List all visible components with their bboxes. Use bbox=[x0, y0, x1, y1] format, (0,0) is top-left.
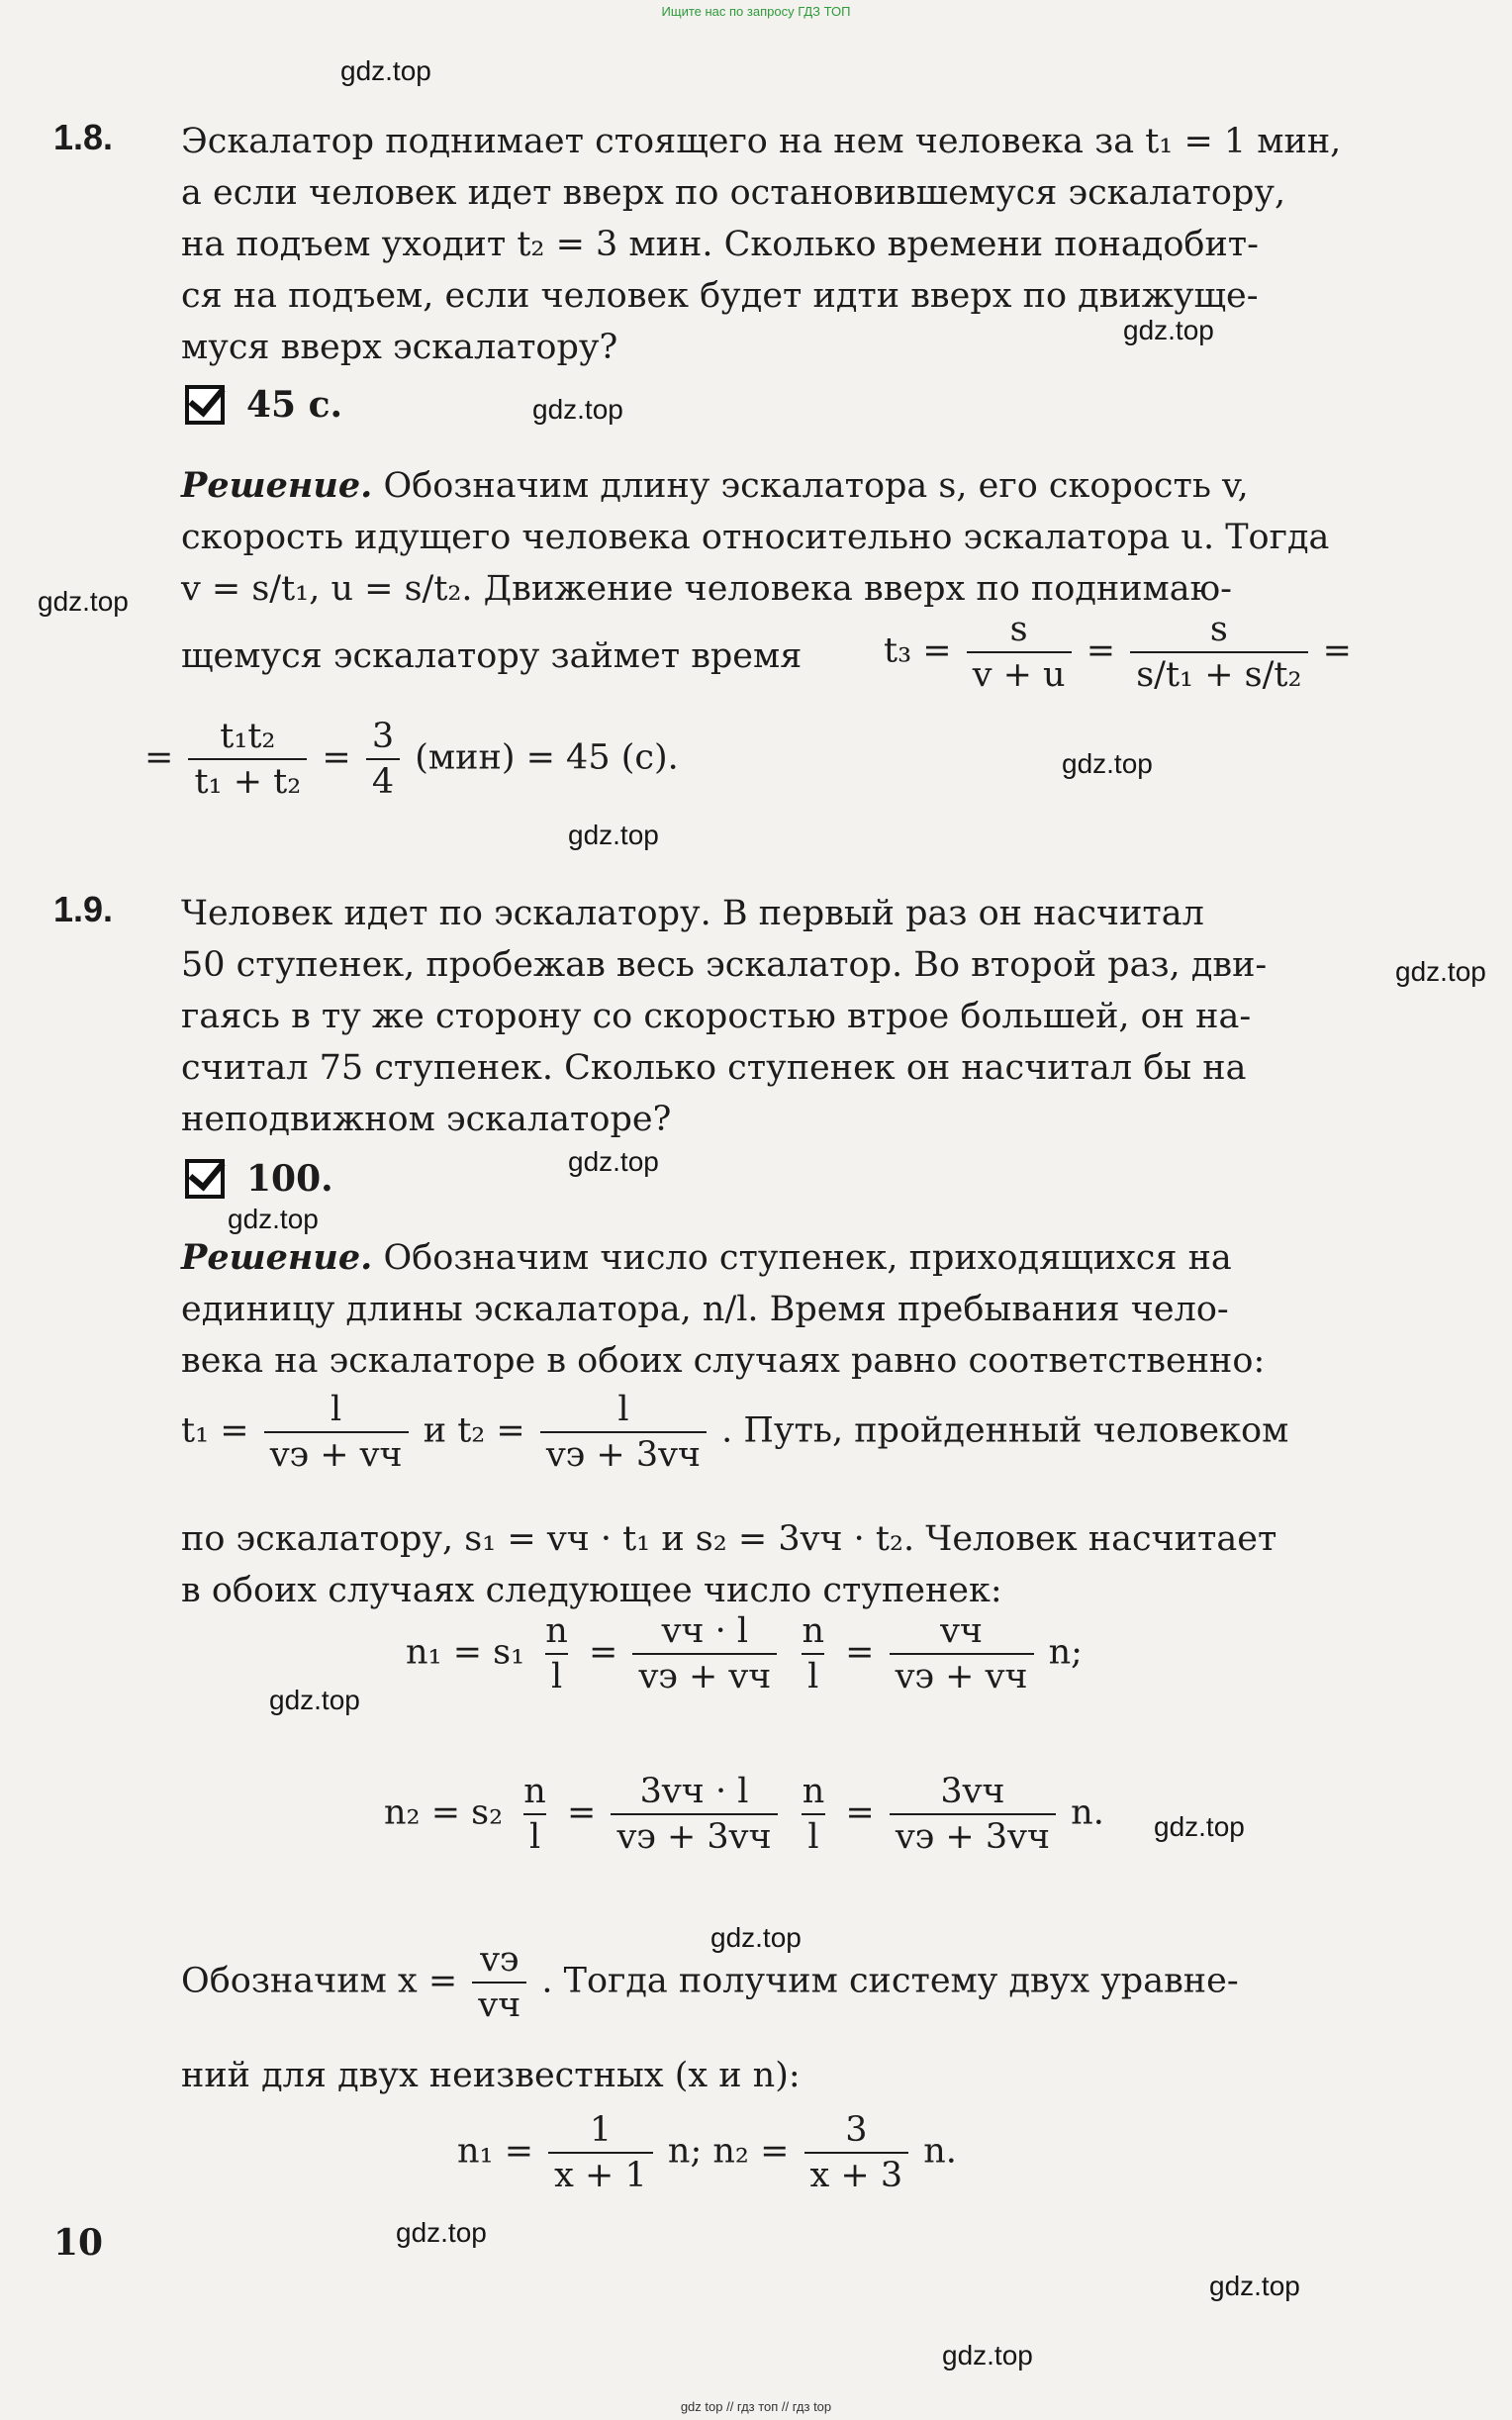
formula-term: n; bbox=[1048, 1632, 1083, 1673]
formula-term: n₁ = bbox=[457, 2131, 534, 2172]
fraction bbox=[611, 1770, 777, 1859]
denominator: vэ + 3vч bbox=[540, 1431, 707, 1477]
answer-value: 100. bbox=[246, 1158, 333, 1200]
numerator: s bbox=[1209, 610, 1228, 649]
denominator: s/t₁ + s/t₂ bbox=[1130, 651, 1307, 697]
page-number: 10 bbox=[53, 2222, 104, 2264]
checkbox-icon bbox=[185, 385, 225, 425]
numerator: l bbox=[331, 1390, 342, 1429]
statement-line: ся на подъем, если человек будет идти вверх по движуще- bbox=[181, 276, 1259, 316]
watermark: gdz.top bbox=[1395, 956, 1486, 987]
watermark: gdz.top bbox=[228, 1204, 319, 1234]
denominator: l bbox=[802, 1813, 824, 1859]
fraction bbox=[188, 715, 307, 804]
solution-line: щемуся эскалатору займет время bbox=[181, 636, 803, 676]
n1-formula bbox=[406, 1609, 1083, 1698]
formula-term: n₁ = s₁ bbox=[406, 1632, 525, 1673]
denominator: vэ + vч bbox=[890, 1653, 1034, 1698]
fraction bbox=[890, 1609, 1034, 1698]
solution-line: единицу длины эскалатора, n/l. Время пребывания чело- bbox=[181, 1290, 1229, 1329]
result-text: (мин) = 45 (с). bbox=[415, 737, 679, 778]
denominator: 4 bbox=[366, 758, 400, 804]
fraction bbox=[797, 1770, 831, 1859]
fraction bbox=[804, 2108, 909, 2197]
statement-line: муся вверх эскалатору? bbox=[181, 328, 618, 367]
fraction bbox=[472, 1938, 526, 2027]
solution-line: скорость идущего человека относительно эскалатора u. Тогда bbox=[181, 518, 1330, 557]
solution-line: ний для двух неизвестных (x и n): bbox=[181, 2056, 801, 2095]
solution-line: по эскалатору, s₁ = vч · t₁ и s₂ = 3vч · t₂. Человек насчитает bbox=[181, 1519, 1277, 1559]
formula-term: n; n₂ = bbox=[667, 2131, 790, 2172]
solution-line: в обоих случаях следующее число ступенек: bbox=[181, 1571, 1002, 1610]
formula-term: x = bbox=[397, 1961, 458, 2001]
denominator: vэ + vч bbox=[632, 1653, 777, 1698]
watermark: gdz.top bbox=[1062, 748, 1153, 779]
numerator: 3 bbox=[371, 717, 395, 756]
fraction bbox=[967, 608, 1072, 697]
statement-line: Человек идет по эскалатору. В первый раз он насчитал bbox=[181, 894, 1204, 933]
fraction bbox=[1130, 608, 1307, 697]
fraction bbox=[548, 2108, 653, 2197]
solution-line: Обозначим число ступенек, приходящихся на bbox=[383, 1238, 1232, 1278]
denominator: l bbox=[545, 1653, 568, 1698]
system-formula bbox=[457, 2108, 957, 2197]
solution-line: века на эскалаторе в обоих случаях равно соответственно: bbox=[181, 1341, 1266, 1381]
denominator: l bbox=[523, 1813, 546, 1859]
formula-text: . Тогда получим систему двух уравне- bbox=[541, 1961, 1239, 2001]
numerator: 3 bbox=[845, 2110, 868, 2150]
equals-sign: = bbox=[845, 1632, 875, 1673]
numerator: 1 bbox=[589, 2110, 613, 2150]
solution-label: Решение. bbox=[181, 1237, 373, 1278]
numerator: s bbox=[1009, 610, 1028, 649]
denominator: vэ + 3vч bbox=[611, 1813, 777, 1859]
numerator: n bbox=[523, 1772, 546, 1811]
watermark: gdz.top bbox=[532, 394, 623, 425]
equals-sign: = bbox=[144, 737, 174, 778]
solution-line: v = s/t₁, u = s/t₂. Движение человека вверх по поднимаю- bbox=[181, 569, 1232, 609]
equals-sign: = bbox=[1086, 630, 1116, 671]
checkbox-icon bbox=[185, 1159, 225, 1199]
denominator: vэ + vч bbox=[264, 1431, 409, 1477]
answer-value: 45 с. bbox=[246, 384, 343, 426]
numerator: l bbox=[617, 1390, 629, 1429]
answer-1-9 bbox=[185, 1158, 333, 1200]
watermark: gdz.top bbox=[269, 1685, 360, 1715]
fraction bbox=[366, 715, 400, 804]
watermark: gdz.top bbox=[1154, 1811, 1245, 1842]
equals-sign: = bbox=[588, 1632, 618, 1673]
formula-term: t₃ = bbox=[884, 630, 952, 671]
n2-formula bbox=[384, 1770, 1104, 1859]
equals-sign: = bbox=[845, 1792, 875, 1833]
formula-term: t₁ = bbox=[181, 1410, 249, 1451]
denominator: t₁ + t₂ bbox=[188, 758, 307, 804]
answer-1-8 bbox=[185, 384, 342, 426]
watermark: gdz.top bbox=[340, 55, 431, 86]
denominator: v + u bbox=[967, 651, 1072, 697]
numerator: vч · l bbox=[661, 1611, 749, 1651]
statement-line: гаясь в ту же сторону со скоростью втрое большей, он на- bbox=[181, 997, 1252, 1036]
formula-term: n. bbox=[1071, 1792, 1104, 1833]
numerator: 3vч · l bbox=[639, 1772, 749, 1811]
numerator: vч bbox=[940, 1611, 984, 1651]
formula-term: t₂ = bbox=[457, 1410, 525, 1451]
fraction bbox=[890, 1770, 1056, 1859]
denominator: vэ + 3vч bbox=[890, 1813, 1056, 1859]
equals-sign: = bbox=[1322, 630, 1352, 671]
watermark: gdz.top bbox=[710, 1922, 802, 1953]
watermark: gdz.top bbox=[38, 586, 129, 617]
time-formulas bbox=[181, 1388, 1288, 1477]
formula-term: n₂ = s₂ bbox=[384, 1792, 504, 1833]
statement-line: неподвижном эскалаторе? bbox=[181, 1100, 672, 1139]
watermark: gdz.top bbox=[942, 2340, 1033, 2371]
top-banner: Ищите нас по запросу ГДЗ ТОП bbox=[661, 4, 851, 19]
statement-line: 50 ступенек, пробежав весь эскалатор. Во второй раз, дви- bbox=[181, 945, 1268, 985]
statement-line: на подъем уходит t₂ = 3 мин. Сколько времени понадобит- bbox=[181, 225, 1259, 264]
statement-line: а если человек идет вверх по остановившемуся эскалатору, bbox=[181, 173, 1286, 213]
fraction bbox=[796, 1609, 830, 1698]
fraction bbox=[264, 1388, 409, 1477]
t3-formula bbox=[884, 608, 1352, 697]
problem-number: 1.8. bbox=[53, 117, 114, 157]
numerator: vэ bbox=[480, 1940, 520, 1980]
watermark: gdz.top bbox=[568, 820, 659, 850]
numerator: t₁t₂ bbox=[220, 717, 276, 756]
conjunction: и bbox=[423, 1410, 447, 1451]
t3-result bbox=[144, 715, 679, 804]
fraction bbox=[518, 1770, 552, 1859]
statement-line: Эскалатор поднимает стоящего на нем человека за t₁ = 1 мин, bbox=[181, 122, 1342, 161]
bottom-footer: gdz top // гдз топ // гдз top bbox=[680, 2399, 832, 2414]
watermark: gdz.top bbox=[1209, 2271, 1300, 2301]
equals-sign: = bbox=[566, 1792, 597, 1833]
fraction bbox=[540, 1388, 707, 1477]
watermark: gdz.top bbox=[1123, 315, 1214, 345]
numerator: n bbox=[802, 1772, 825, 1811]
watermark: gdz.top bbox=[396, 2217, 487, 2248]
statement-line: считал 75 ступенек. Сколько ступенек он насчитал бы на bbox=[181, 1048, 1247, 1088]
denominator: x + 3 bbox=[804, 2152, 909, 2197]
solution-label: Решение. bbox=[181, 465, 373, 506]
denominator: l bbox=[802, 1653, 824, 1698]
fraction bbox=[632, 1609, 777, 1698]
numerator: n bbox=[545, 1611, 568, 1651]
problem-number: 1.9. bbox=[53, 889, 114, 929]
path-text: . Путь, пройденный человеком bbox=[721, 1410, 1289, 1451]
denominator: vч bbox=[472, 1982, 526, 2027]
fraction bbox=[539, 1609, 574, 1698]
x-definition bbox=[181, 1938, 1239, 2027]
formula-term: n. bbox=[923, 2131, 957, 2172]
numerator: n bbox=[802, 1611, 825, 1651]
numerator: 3vч bbox=[940, 1772, 1005, 1811]
watermark: gdz.top bbox=[568, 1146, 659, 1177]
equals-sign: = bbox=[322, 737, 351, 778]
denominator: x + 1 bbox=[548, 2152, 653, 2197]
formula-text: Обозначим bbox=[181, 1961, 387, 2001]
solution-line: Обозначим длину эскалатора s, его скорость v, bbox=[383, 466, 1249, 506]
